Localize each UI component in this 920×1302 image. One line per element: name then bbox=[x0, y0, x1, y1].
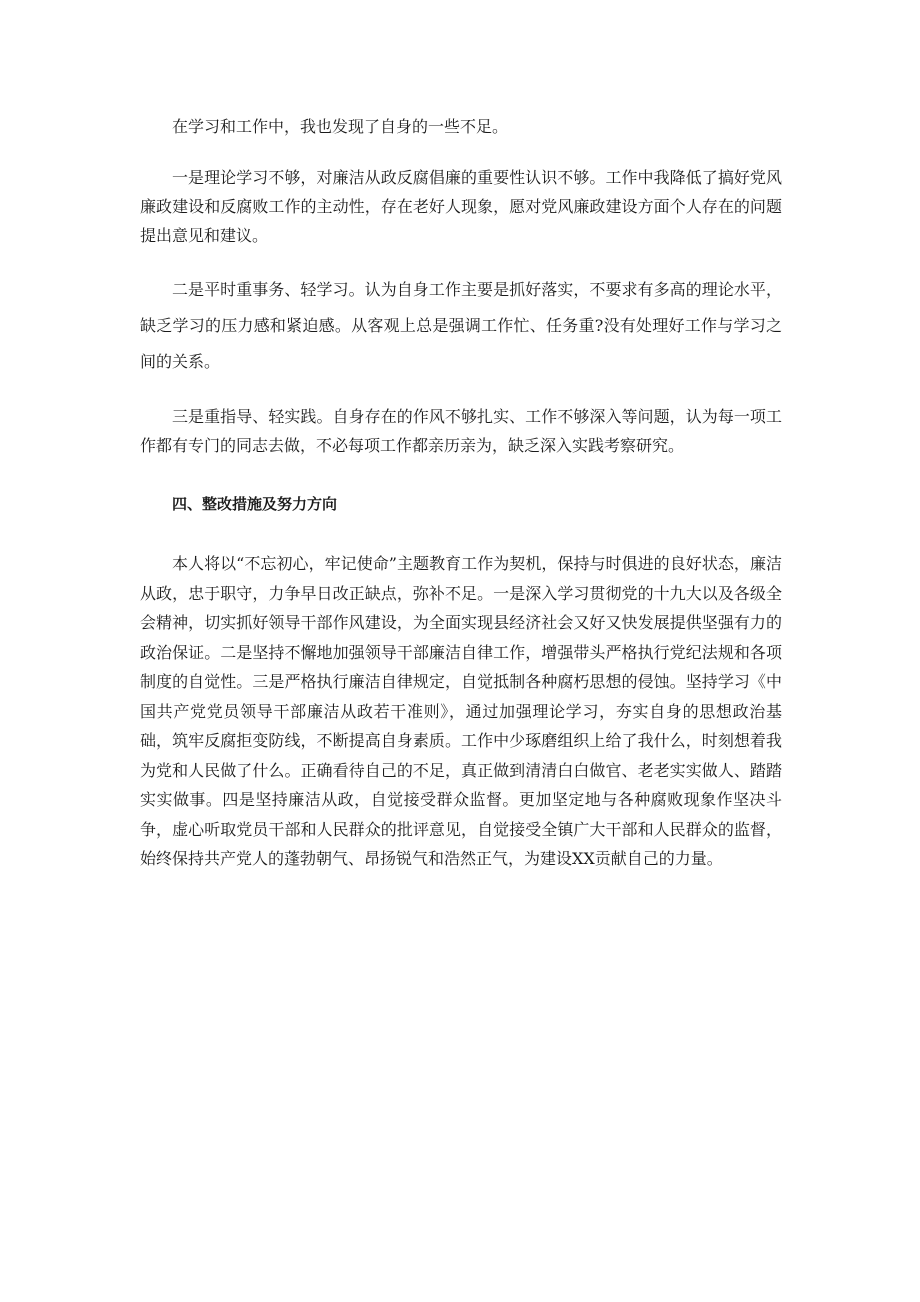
paragraph-point-two: 二是平时重事务、轻学习。认为自身工作主要是抓好落实，不要求有多高的理论水平，缺乏学习的压力感和紧迫感。从客观上总是强调工作忙、任务重?没有处理好工作与学习之间的关系。 bbox=[140, 280, 782, 371]
section-heading: 四、整改措施及努力方向 bbox=[172, 495, 338, 513]
paragraph-rectification: 本人将以“不忘初心，牢记使命”主题教育工作为契机，保持与时俱进的良好状态，廉洁从政，忠于职守，力争早日改正缺点，弥补不足。一是深入学习贯彻党的十九大以及各级全会精神，切实抓好领导干部作风建设，为全面实现县经济社会又好又快发展提供坚强有力的政治保证。二是坚持不懈地加强领导干部廉洁自律工作，增强带头严格执行党纪法规和各项制度的自觉性。三是严格执行廉洁自律规定，自觉抵制各种腐朽思想的侵蚀。坚持学习《中国共产党党员领导干部廉洁从政若干准则》，通过加强理论学习，夯实自身的思想政治基础，筑牢反腐拒变防线，不断提高自身素质。工作中少琢磨组织上给了我什么，时刻想着我为党和人民做了什么。正确看待自己的不足，真正做到清清白白做官、老老实实做人、踏踏实实做事。四是坚持廉洁从政，自觉接受群众监督。更加坚定地与各种腐败现象作坚决斗争，虚心听取党员干部和人民群众的批评意见，自觉接受全镇广大干部和人民群众的监督，始终保持共产党人的蓬勃朝气、昂扬锐气和浩然正气，为建设XX贡献自己的力量。 bbox=[140, 554, 782, 868]
paragraph-point-three: 三是重指导、轻实践。自身存在的作风不够扎实、工作不够深入等问题，认为每一项工作都有专门的同志去做，不必每项工作都亲历亲为，缺乏深入实践考察研究。 bbox=[140, 407, 782, 455]
paragraph-intro: 在学习和工作中，我也发现了自身的一些不足。 bbox=[172, 117, 509, 136]
document-page bbox=[140, 112, 782, 874]
paragraph-point-one: 一是理论学习不够，对廉洁从政反腐倡廉的重要性认识不够。工作中我降低了搞好党风廉政建设和反腐败工作的主动性，存在老好人现象，愿对党风廉政建设方面个人存在的问题提出意见和建议。 bbox=[140, 168, 782, 245]
